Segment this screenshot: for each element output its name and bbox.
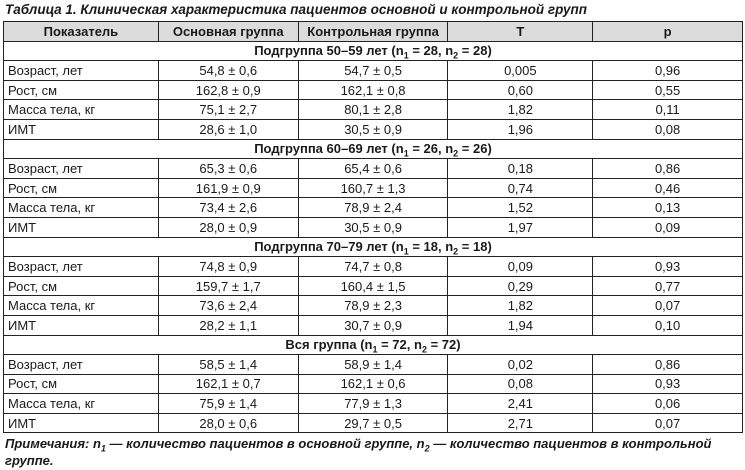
t-cell: 0,08 bbox=[448, 374, 593, 394]
main-group-cell: 162,8 ± 0,9 bbox=[158, 80, 298, 100]
note-part-1: Примечания: n bbox=[5, 436, 101, 451]
note-part-2: — количество пациентов в основной группе, n bbox=[105, 436, 425, 451]
t-cell: 0,29 bbox=[448, 276, 593, 296]
t-cell: 1,96 bbox=[448, 119, 593, 139]
p-cell: 0,55 bbox=[593, 80, 743, 100]
table-header bbox=[4, 22, 743, 42]
control-group-cell: 30,5 ± 0,9 bbox=[298, 217, 448, 237]
group-title-s1: 1 bbox=[403, 148, 409, 159]
group-title-s1: 1 bbox=[403, 50, 409, 61]
t-cell: 0,18 bbox=[448, 159, 593, 179]
control-group-cell: 162,1 ± 0,6 bbox=[298, 374, 448, 394]
p-cell: 0,93 bbox=[593, 257, 743, 277]
group-title-post: = 28) bbox=[458, 43, 492, 59]
main-group-cell: 58,5 ± 1,4 bbox=[158, 355, 298, 375]
table-note bbox=[5, 435, 740, 469]
group-title-pre: Подгруппа 60–69 лет (n bbox=[254, 141, 404, 157]
main-group-cell: 65,3 ± 0,6 bbox=[158, 159, 298, 179]
main-group-cell: 162,1 ± 0,7 bbox=[158, 374, 298, 394]
group-title-mid: = 18, n bbox=[408, 239, 454, 255]
table-row bbox=[4, 178, 743, 198]
p-cell: 0,10 bbox=[593, 315, 743, 335]
indicator-cell: Рост, см bbox=[4, 276, 159, 296]
p-cell: 0,86 bbox=[593, 355, 743, 375]
control-group-cell: 29,7 ± 0,5 bbox=[298, 413, 448, 433]
control-group-cell: 160,7 ± 1,3 bbox=[298, 178, 448, 198]
group-title-s2: 2 bbox=[453, 50, 459, 61]
group-title-s1: 1 bbox=[403, 246, 409, 257]
patients-table bbox=[3, 21, 743, 433]
indicator-cell: Масса тела, кг bbox=[4, 296, 159, 316]
group-title-post: = 26) bbox=[458, 141, 492, 157]
p-cell: 0,96 bbox=[593, 61, 743, 81]
control-group-cell: 78,9 ± 2,4 bbox=[298, 198, 448, 218]
table-row bbox=[4, 355, 743, 375]
table-row bbox=[4, 394, 743, 414]
group-title-mid: = 28, n bbox=[408, 43, 454, 59]
group-title-post: = 72) bbox=[426, 337, 461, 353]
p-cell: 0,46 bbox=[593, 178, 743, 198]
t-cell: 0,005 bbox=[448, 61, 593, 81]
group-title bbox=[4, 139, 743, 159]
control-group-cell: 65,4 ± 0,6 bbox=[298, 159, 448, 179]
indicator-cell: ИМТ bbox=[4, 119, 159, 139]
control-group-cell: 77,9 ± 1,3 bbox=[298, 394, 448, 414]
table-caption bbox=[5, 1, 587, 18]
main-group-cell: 74,8 ± 0,9 bbox=[158, 257, 298, 277]
group-title-s1: 1 bbox=[372, 344, 378, 355]
indicator-cell: Масса тела, кг bbox=[4, 198, 159, 218]
t-cell: 1,97 bbox=[448, 217, 593, 237]
control-group-cell: 162,1 ± 0,8 bbox=[298, 80, 448, 100]
t-cell: 2,41 bbox=[448, 394, 593, 414]
group-title bbox=[4, 335, 743, 355]
t-cell: 0,09 bbox=[448, 257, 593, 277]
t-cell: 1,82 bbox=[448, 296, 593, 316]
table-row bbox=[4, 315, 743, 335]
p-cell: 0,07 bbox=[593, 296, 743, 316]
group-title-pre: Подгруппа 70–79 лет (n bbox=[254, 239, 404, 255]
group-title-post: = 18) bbox=[458, 239, 492, 255]
table-body bbox=[4, 41, 743, 433]
header-t: T bbox=[448, 22, 593, 42]
main-group-cell: 28,6 ± 1,0 bbox=[158, 119, 298, 139]
table-row bbox=[4, 374, 743, 394]
p-cell: 0,77 bbox=[593, 276, 743, 296]
indicator-cell: Рост, см bbox=[4, 80, 159, 100]
indicator-cell: Масса тела, кг bbox=[4, 394, 159, 414]
t-cell: 1,94 bbox=[448, 315, 593, 335]
table-row bbox=[4, 257, 743, 277]
indicator-cell: Возраст, лет bbox=[4, 257, 159, 277]
main-group-cell: 54,8 ± 0,6 bbox=[158, 61, 298, 81]
group-title-s2: 2 bbox=[453, 148, 459, 159]
main-group-cell: 28,0 ± 0,9 bbox=[158, 217, 298, 237]
group-title bbox=[4, 237, 743, 257]
control-group-cell: 80,1 ± 2,8 bbox=[298, 100, 448, 120]
group-title-row bbox=[4, 139, 743, 159]
table-row bbox=[4, 80, 743, 100]
table-row bbox=[4, 217, 743, 237]
table-row bbox=[4, 276, 743, 296]
t-cell: 0,74 bbox=[448, 178, 593, 198]
group-title-s2: 2 bbox=[453, 246, 459, 257]
header-main-group: Основная группа bbox=[158, 22, 298, 42]
control-group-cell: 30,5 ± 0,9 bbox=[298, 119, 448, 139]
group-title-mid: = 26, n bbox=[408, 141, 454, 157]
control-group-cell: 74,7 ± 0,8 bbox=[298, 257, 448, 277]
group-title-row bbox=[4, 335, 743, 355]
main-group-cell: 28,0 ± 0,6 bbox=[158, 413, 298, 433]
t-cell: 2,71 bbox=[448, 413, 593, 433]
indicator-cell: Рост, см bbox=[4, 178, 159, 198]
group-title-mid: = 72, n bbox=[377, 337, 422, 353]
note-sub-2: 2 bbox=[424, 443, 430, 454]
group-title-row bbox=[4, 41, 743, 61]
main-group-cell: 73,6 ± 2,4 bbox=[158, 296, 298, 316]
indicator-cell: Масса тела, кг bbox=[4, 100, 159, 120]
control-group-cell: 30,7 ± 0,9 bbox=[298, 315, 448, 335]
control-group-cell: 160,4 ± 1,5 bbox=[298, 276, 448, 296]
indicator-cell: ИМТ bbox=[4, 217, 159, 237]
group-title-row bbox=[4, 237, 743, 257]
main-group-cell: 75,1 ± 2,7 bbox=[158, 100, 298, 120]
note-part-3: — количество пациентов в контрольной группе. bbox=[5, 436, 712, 468]
caption-title: Клиническая характеристика пациентов основной и контрольной групп bbox=[76, 2, 588, 17]
table-row bbox=[4, 119, 743, 139]
t-cell: 1,52 bbox=[448, 198, 593, 218]
main-group-cell: 28,2 ± 1,1 bbox=[158, 315, 298, 335]
table-row bbox=[4, 100, 743, 120]
t-cell: 0,02 bbox=[448, 355, 593, 375]
header-control-group: Контрольная группа bbox=[298, 22, 448, 42]
indicator-cell: Возраст, лет bbox=[4, 159, 159, 179]
p-cell: 0,09 bbox=[593, 217, 743, 237]
note-sub-1: 1 bbox=[100, 443, 106, 454]
t-cell: 0,60 bbox=[448, 80, 593, 100]
t-cell: 1,82 bbox=[448, 100, 593, 120]
control-group-cell: 78,9 ± 2,3 bbox=[298, 296, 448, 316]
table-row bbox=[4, 413, 743, 433]
group-title-pre: Подгруппа 50–59 лет (n bbox=[254, 43, 404, 59]
indicator-cell: ИМТ bbox=[4, 315, 159, 335]
control-group-cell: 54,7 ± 0,5 bbox=[298, 61, 448, 81]
indicator-cell: ИМТ bbox=[4, 413, 159, 433]
p-cell: 0,11 bbox=[593, 100, 743, 120]
p-cell: 0,86 bbox=[593, 159, 743, 179]
table-row bbox=[4, 296, 743, 316]
main-group-cell: 73,4 ± 2,6 bbox=[158, 198, 298, 218]
p-cell: 0,13 bbox=[593, 198, 743, 218]
header-row bbox=[4, 22, 743, 42]
table-row bbox=[4, 61, 743, 81]
indicator-cell: Рост, см bbox=[4, 374, 159, 394]
indicator-cell: Возраст, лет bbox=[4, 355, 159, 375]
p-cell: 0,06 bbox=[593, 394, 743, 414]
header-p: p bbox=[593, 22, 743, 42]
p-cell: 0,08 bbox=[593, 119, 743, 139]
caption-label: Таблица 1. bbox=[5, 2, 77, 17]
table-row bbox=[4, 159, 743, 179]
group-title-s2: 2 bbox=[421, 344, 427, 355]
indicator-cell: Возраст, лет bbox=[4, 61, 159, 81]
group-title-pre: Вся группа (n bbox=[285, 337, 373, 353]
table-row bbox=[4, 198, 743, 218]
main-group-cell: 161,9 ± 0,9 bbox=[158, 178, 298, 198]
main-group-cell: 75,9 ± 1,4 bbox=[158, 394, 298, 414]
main-group-cell: 159,7 ± 1,7 bbox=[158, 276, 298, 296]
p-cell: 0,07 bbox=[593, 413, 743, 433]
header-indicator: Показатель bbox=[4, 22, 159, 42]
p-cell: 0,93 bbox=[593, 374, 743, 394]
control-group-cell: 58,9 ± 1,4 bbox=[298, 355, 448, 375]
group-title bbox=[4, 41, 743, 61]
